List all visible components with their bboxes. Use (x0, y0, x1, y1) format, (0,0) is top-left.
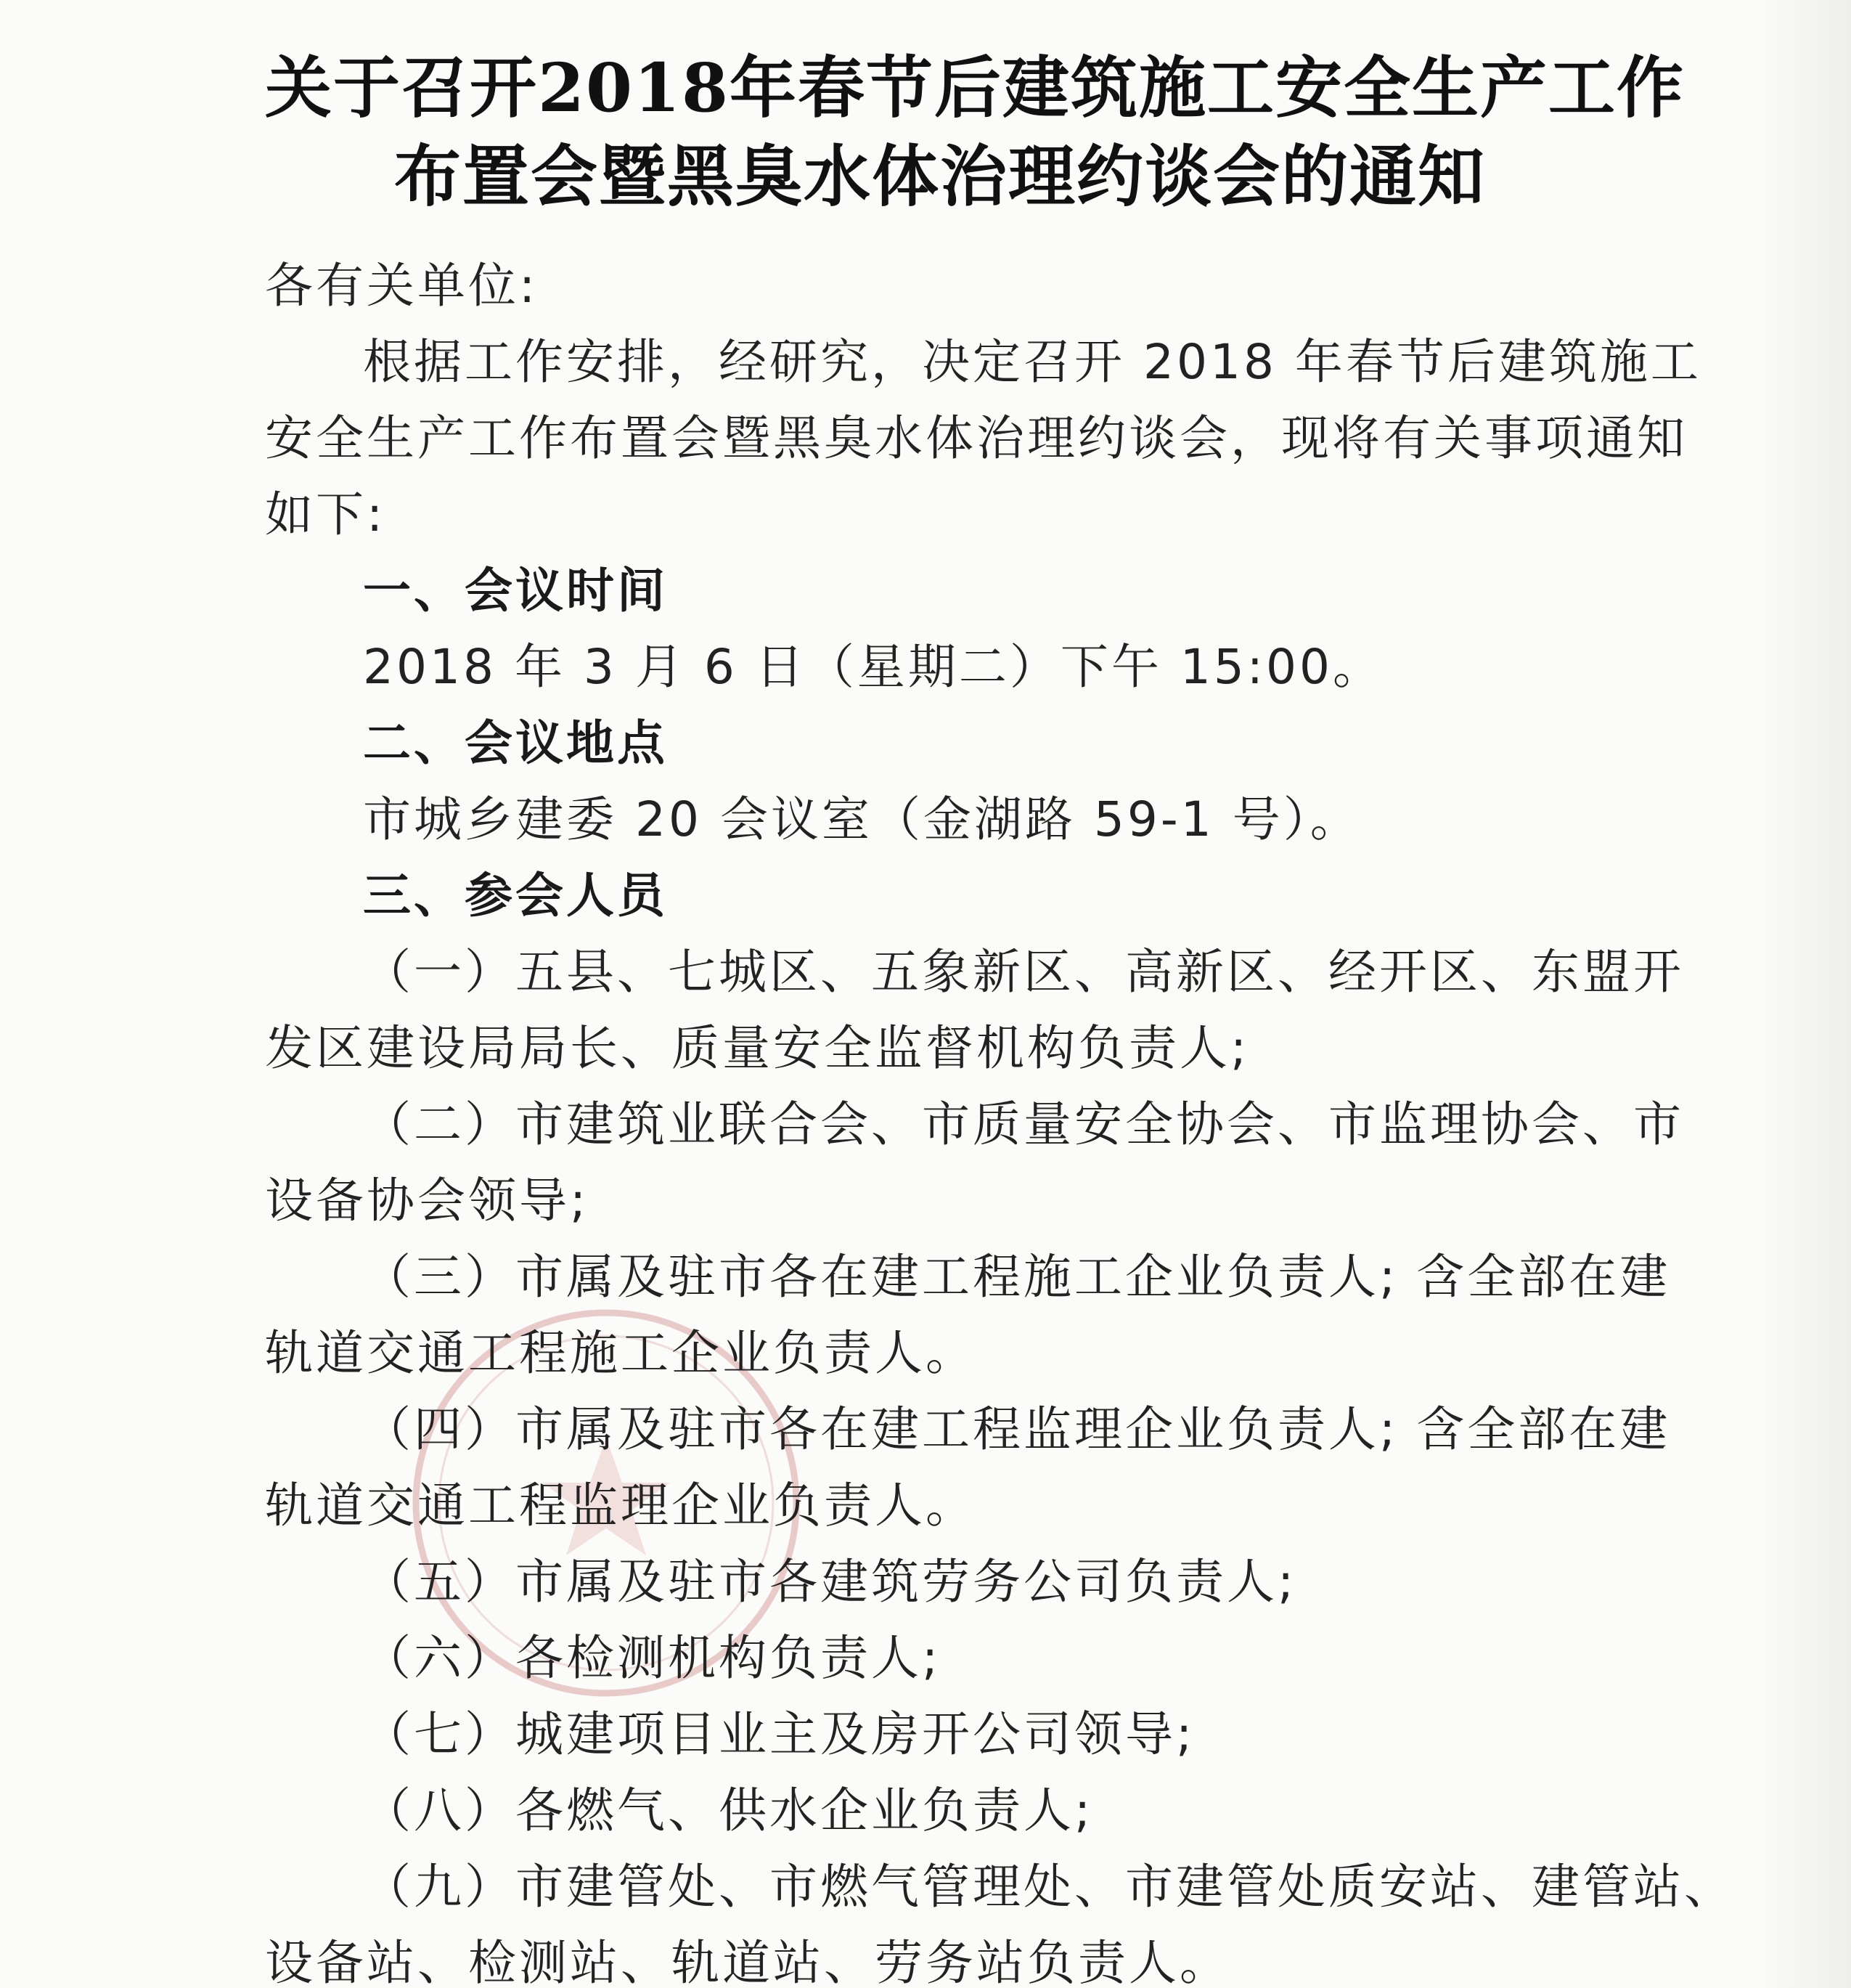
intro-line-2: 安全生产工作布置会暨黑臭水体治理约谈会，现将有关事项通知 (265, 410, 1688, 466)
attendee-item-4-line-2: 轨道交通工程监理企业负责人。 (265, 1478, 976, 1533)
section-heading-time: 一、会议时间 (363, 562, 668, 619)
attendee-item-5: （五）市属及驻市各建筑劳务公司负责人; (363, 1554, 1297, 1610)
attendee-item-2-line-1: （二）市建筑业联合会、市质量安全协会、市监理协会、市 (363, 1096, 1684, 1152)
attendee-item-9-line-1: （九）市建管处、市燃气管理处、市建管处质安站、建管站、 (363, 1859, 1735, 1915)
meeting-time-text: 2018 年 3 月 6 日（星期二）下午 15:00。 (363, 639, 1384, 695)
attendee-item-7: （七）城建项目业主及房开公司领导; (363, 1706, 1196, 1762)
section-heading-attendees: 三、参会人员 (363, 867, 668, 924)
attendee-item-3-line-2: 轨道交通工程施工企业负责人。 (265, 1325, 976, 1381)
attendee-item-2-line-2: 设备协会领导; (265, 1173, 589, 1229)
title-line-2: 布置会暨黑臭水体治理约谈会的通知 (393, 137, 1486, 216)
document-content (265, 44, 1735, 1988)
attendee-item-4-line-1: （四）市属及驻市各在建工程监理企业负责人; 含全部在建 (363, 1401, 1671, 1457)
section-heading-place: 二、会议地点 (363, 714, 668, 771)
attendee-item-1-line-2: 发区建设局局长、质量安全监督机构负责人; (265, 1020, 1250, 1076)
document-title (265, 44, 1685, 221)
attendee-item-3-line-1: （三）市属及驻市各在建工程施工企业负责人; 含全部在建 (363, 1249, 1671, 1305)
attendee-item-8: （八）各燃气、供水企业负责人; (363, 1783, 1094, 1838)
title-line-1: 关于召开2018年春节后建筑施工安全生产工作 (265, 49, 1685, 127)
meeting-place-text: 市城乡建委 20 会议室（金湖路 59-1 号）。 (363, 791, 1361, 847)
attendee-item-9-line-2: 设备站、检测站、轨道站、劳务站负责人。 (265, 1935, 1230, 1988)
attendee-item-1-line-1: （一）五县、七城区、五象新区、高新区、经开区、东盟开 (363, 944, 1684, 1000)
intro-line-1: 根据工作安排，经研究，决定召开 2018 年春节后建筑施工 (363, 334, 1701, 390)
salutation: 各有关单位: (265, 258, 539, 314)
intro-line-3: 如下: (265, 486, 386, 542)
scan-shading (1749, 0, 1851, 1988)
attendee-item-6: （六）各检测机构负责人; (363, 1630, 941, 1686)
